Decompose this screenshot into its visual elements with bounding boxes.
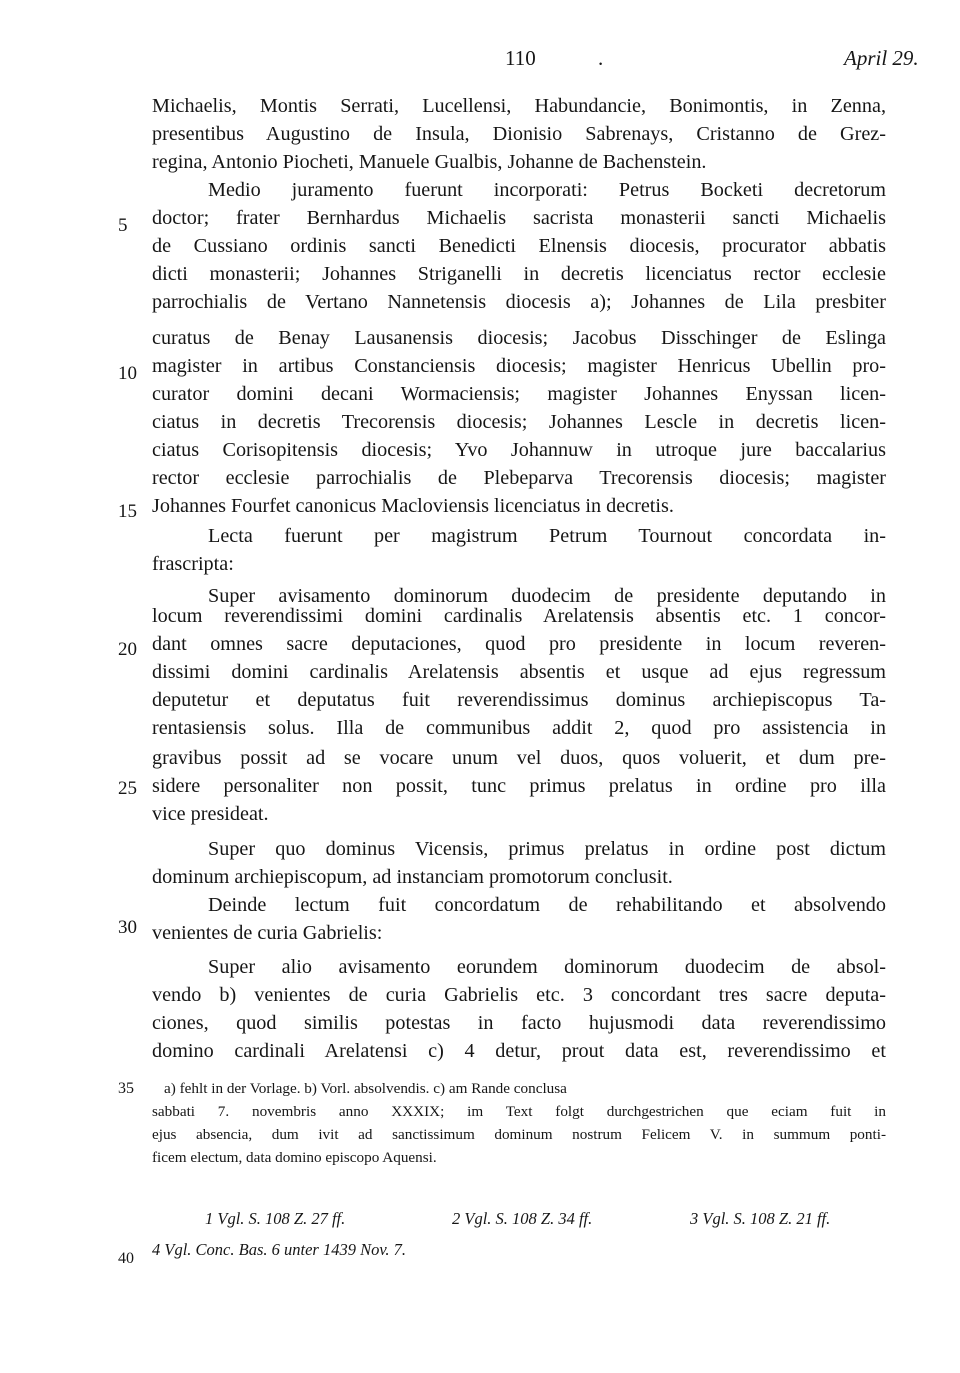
- footnote-line: ejus absencia, dum ivit ad sanctissimum dominum nostrum Felicem V. in summum ponti-: [152, 1126, 886, 1143]
- text-line: vendo b) venientes de curia Gabrielis etc. 3 concordant tres sacre deputa-: [152, 984, 886, 1006]
- text-line: dant omnes sacre deputaciones, quod pro presidente in locum reveren-: [152, 633, 886, 655]
- text-line: gravibus possit ad se vocare unum vel duos, quos voluerit, et dum pre-: [152, 747, 886, 769]
- text-line: presentibus Augustino de Insula, Dionisio Sabrenays, Cristanno de Grez-: [152, 123, 886, 145]
- text-line: Deinde lectum fuit concordatum de rehabilitando et absolvendo: [208, 894, 886, 916]
- text-line: parrochialis de Vertano Nannetensis diocesis a); Johannes de Lila presbiter: [152, 291, 886, 313]
- text-line: vice presideat.: [152, 803, 269, 825]
- text-line: rentasiensis solus. Illa de communibus addit 2, quod pro assistencia in: [152, 717, 886, 739]
- text-line: sidere personaliter non possit, tunc primus prelatus in ordine pro illa: [152, 775, 886, 797]
- text-line: ciatus Corisopitensis diocesis; Yvo Johannuw in utroque jure baccalarius: [152, 439, 886, 461]
- text-line: Super alio avisamento eorundem dominorum duodecim de absol-: [208, 956, 886, 978]
- text-line: curator domini decani Wormaciensis; magister Johannes Enyssan licen-: [152, 383, 886, 405]
- reference-note: 1 Vgl. S. 108 Z. 27 ff.: [205, 1209, 346, 1228]
- footnote-line: ficem electum, data domino episcopo Aquensi.: [152, 1149, 437, 1166]
- footnote-line: a) fehlt in der Vorlage. b) Vorl. absolvendis. c) am Rande conclusa: [164, 1080, 567, 1097]
- text-line: Johannes Fourfet canonicus Macloviensis licenciatus in decretis.: [152, 495, 674, 517]
- text-line: deputetur et deputatus fuit reverendissimus dominus archiepiscopus Ta-: [152, 689, 886, 711]
- text-line: ciones, quod similis potestas in facto hujusmodi data reverendissimo: [152, 1012, 886, 1034]
- text-line: Michaelis, Montis Serrati, Lucellensi, Habundancie, Bonimontis, in Zenna,: [152, 95, 886, 117]
- text-line: dicti monasterii; Johannes Striganelli in decretis licenciatus rector ecclesie: [152, 263, 886, 285]
- reference-note: 3 Vgl. S. 108 Z. 21 ff.: [690, 1209, 831, 1228]
- text-line: dominum archiepiscopum, ad instanciam promotorum conclusit.: [152, 866, 673, 888]
- reference-note: 2 Vgl. S. 108 Z. 34 ff.: [452, 1209, 593, 1228]
- reference-note: 4 Vgl. Conc. Bas. 6 unter 1439 Nov. 7.: [152, 1240, 407, 1259]
- text-line: Lecta fuerunt per magistrum Petrum Tournout concordata in-: [208, 525, 886, 547]
- text-line: doctor; frater Bernhardus Michaelis sacrista monasterii sancti Michaelis: [152, 207, 886, 229]
- line-number: 30: [118, 917, 137, 938]
- text-line: Super avisamento dominorum duodecim de presidente deputando in: [208, 585, 886, 607]
- text-line: Medio juramento fuerunt incorporati: Petrus Bocketi decretorum: [208, 179, 886, 201]
- text-line: Super quo dominus Vicensis, primus prelatus in ordine post dictum: [208, 838, 886, 860]
- line-number: 20: [118, 639, 137, 660]
- text-line: venientes de curia Gabrielis:: [152, 922, 383, 944]
- text-line: magister in artibus Constanciensis diocesis; magister Henricus Ubellin pro-: [152, 355, 886, 377]
- page-number: 110: [505, 46, 536, 70]
- line-number: 25: [118, 778, 137, 799]
- running-head-date: April 29.: [844, 46, 919, 70]
- text-line: dissimi domini cardinalis Arelatensis absentis et usque ad ejus regressum: [152, 661, 886, 683]
- text-line: locum reverendissimi domini cardinalis Arelatensis absentis etc. 1 concor-: [152, 605, 886, 627]
- text-line: de Cussiano ordinis sancti Benedicti Elnensis diocesis, procurator abbatis: [152, 235, 886, 257]
- line-number: 15: [118, 501, 137, 522]
- text-line: ciatus in decretis Trecorensis diocesis; Johannes Lescle in decretis licen-: [152, 411, 886, 433]
- text-line: frascripta:: [152, 553, 234, 575]
- text-line: curatus de Benay Lausanensis diocesis; Jacobus Disschinger de Eslinga: [152, 327, 886, 349]
- line-number: 35: [118, 1080, 134, 1097]
- footnote-line: sabbati 7. novembris anno XXXIX; im Text folgt durchgestrichen que eciam fuit in: [152, 1103, 886, 1120]
- line-number: 10: [118, 363, 137, 384]
- line-number: 40: [118, 1250, 134, 1267]
- text-line: domino cardinali Arelatensi c) 4 detur, prout data est, reverendissimo et: [152, 1040, 886, 1062]
- text-line: rector ecclesie parrochialis de Plebeparva Trecorensis diocesis; magister: [152, 467, 886, 489]
- text-line: regina, Antonio Piocheti, Manuele Gualbis, Johanne de Bachenstein.: [152, 151, 707, 173]
- header-separator: .: [598, 46, 604, 70]
- line-number: 5: [118, 215, 128, 236]
